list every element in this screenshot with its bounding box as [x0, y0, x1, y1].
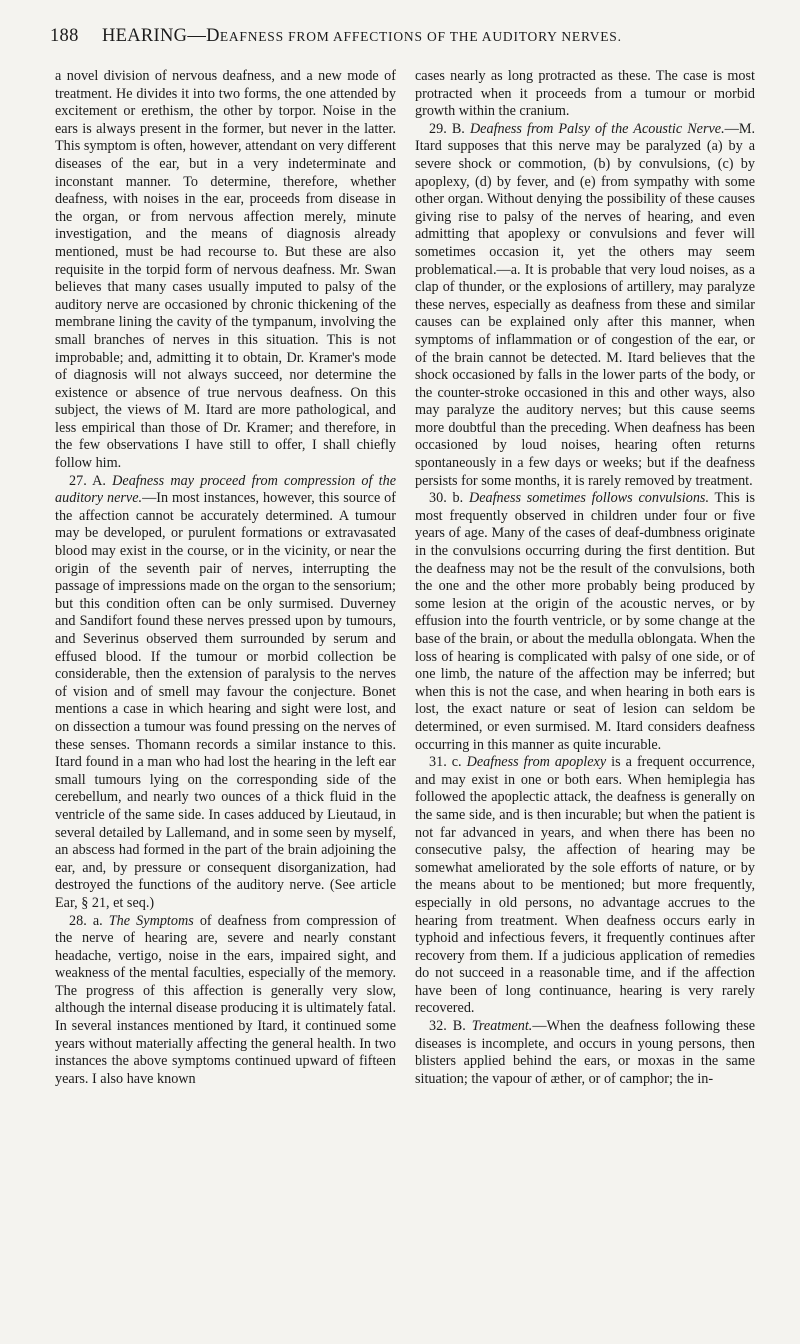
section-body: —When the deafness following these diseases is incomplete, and occurs in young persons, then blisters applied behind the ears, or moxas in the same situation; the vapour of æther, or of camphor; the in-: [415, 1018, 755, 1087]
section-number: 32. B.: [429, 1018, 466, 1035]
section-number: 29. B.: [429, 120, 465, 137]
right-column: [415, 68, 755, 1088]
section-heading: Deafness sometimes follows convulsions.: [468, 490, 709, 507]
section-number: 30. b.: [429, 490, 464, 507]
section-number: 31. c.: [429, 754, 462, 771]
section-31: [415, 754, 755, 1018]
left-column: [55, 68, 396, 1088]
section-body: is a frequent occurrence, and may exist in one or both ears. When hemiplegia has followed the apoplectic attack, the deafness is generally on the same side, and is then incurable; but when the patient is not far advanced in years, and when there has been no consecutive palsy, the affection of hearing may be somewhat ameliorated by the sole efforts of nature, or by the means about to be mentioned; but more frequently, especially in old persons, no advantage accrues to the hearing from treatment. When deafness occurs early in typhoid and infectious fevers, it frequently continues after recovery from them. If a judicious application of remedies do not succeed in a reasonable time, and if the affection have been of long continuance, hearing is very rarely recovered.: [415, 754, 755, 1017]
section-body: of deafness from compression of the nerve of hearing are, severe and nearly constant headache, vertigo, noise in the ears, impaired sight, and weakness of the mental faculties, especially of the memory. The progress of this affection is generally very slow, although the internal disease producing it is ultimately fatal. In several instances mentioned by Itard, it continued some years without materially affecting the general health. In two instances the above symptoms continued upward of fifteen years. I also have known: [55, 912, 397, 1087]
header-title-main: HEARING—D: [102, 26, 220, 46]
section-body: This is most frequently observed in children under four or five years of age. Many of the cases of deaf-dumbness originate in the convulsions occurring during the first dentition. But the deafness may not be the result of the convulsions, both the one and the other more probably being produced by some lesion at the origin of the acoustic nerves, or by effusion into the fourth ventricle, or by some change at the base of the brain, or about the medulla oblongata. When the loss of hearing is complicated with palsy of one side, or of one limb, the nature of the affection may be inferred; but when this is not the case, and when hearing in both ears is lost, the exact nature or seat of lesion can seldom be determined, or even surmised. M. Itard considers deafness occurring in this manner as quite incurable.: [415, 490, 756, 753]
section-heading: Deafness from Palsy of the Acoustic Nerve.: [469, 120, 725, 137]
paragraph-continued: a novel division of nervous deafness, and a new mode of treatment. He divides it into two forms, the one attended by excitement or erethism, the other by torpor. Noise in the ears is always present in the former, but never in the latter. This symptom is often, however, attendant on very different diseases of the ear, but in a very indeterminate and inconstant manner. To determine, therefore, whether deafness, with noises in the ear, proceeds from disease in the organ, or from nervous affection merely, minute investigation, and the means of diagnosis already mentioned, must be had recourse to. But these are also requisite in the torpid form of nervous deafness. Mr. Swan believes that many cases usually imputed to palsy of the auditory nerve are occasioned by chronic thickening of the membrane lining the cavity of the tympanum, involving the small branches of nerves in this situation. This is not improbable; and, admitting it to obtain, Dr. Kramer's mode of diagnosis will not always succeed, nor determine the existence or absence of true nervous deafness. On this subject, the views of M. Itard are more pathological, and less empirical than those of Dr. Kramer; and therefore, in the few observations I have still to offer, I shall chiefly follow him.: [55, 68, 396, 472]
section-number: 28. a.: [69, 912, 103, 929]
section-heading: The Symptoms: [108, 912, 194, 929]
section-heading: Deafness from apoplexy: [466, 754, 607, 771]
paragraph-continued: cases nearly as long protracted as these. The case is most protracted when it proceeds from a tumour or morbid growth within the cranium.: [415, 68, 755, 120]
section-heading: Deafness may proceed from compression of the auditory nerve.: [55, 472, 397, 507]
section-number: 27. A.: [69, 472, 106, 489]
section-body: —In most instances, however, this source of the affection cannot be accurately determined. A tumour may be developed, or purulent formations or extravasated blood may exist in the course, or in the vicinity, or near the origin of the seventh pair of nerves, interrupting the passage of impressions made on the organ to the sensorium; but this condition often can be only surmised. Duverney and Sandifort found these nerves pressed upon by tumours, and Severinus observed them surrounded by serum and effused blood. If the tumour or morbid collection be considerable, then the extension of paralysis to the nerves of vision and of smell may favour the conjecture. Bonet mentions a case in which hearing and sight were lost, and on dissection a tumour was found pressing on the nerves of these senses. Thomann records a similar instance to this. Itard found in a man who had lost the hearing in the left ear small tumours lying on the corresponding side of the cerebellum, and nearly two ounces of a thick fluid in the ventricle of the same side. In cases adduced by Lieutaud, in several detailed by Lallemand, and in some seen by myself, an abscess had formed in the part of the brain adjoining the ear, and, by pressure or consequent disorganization, had destroyed the functions of the auditory nerve. (See article Ear, § 21, et seq.): [55, 490, 396, 911]
section-32: [415, 1018, 755, 1088]
section-27: [55, 473, 396, 913]
section-heading: Treatment.: [471, 1018, 533, 1035]
section-28: [55, 913, 396, 1089]
header-title-rest: EAFNESS FROM AFFECTIONS OF THE AUDITORY NERVES.: [219, 29, 622, 44]
page-number: 188: [50, 26, 79, 46]
section-body: —M. Itard supposes that this nerve may be paralyzed (a) by a severe shock or commotion, (b) by convulsions, (c) by apoplexy, (d) by fever, and (e) from sympathy with some other organ. Without denying the possibility of these causes giving rise to palsy of the nerves of hearing, and even admitting that apoplexy or convulsions and fever will sometimes occasion it, yet the others may seem problematical.—a. It is probable that very loud noises, as a clap of thunder, or the explosions of artillery, may paralyze these nerves, especially as deafness from these and similar causes can be explained only after this manner, when symptoms of inflammation or of congestion of the ear, or of the brain cannot be detected. M. Itard believes that the shock occasioned by falls in the lower parts of the body, or the counter-stroke occasioned in this and other ways, also may paralyze the auditory nerves; but this cause seems more doubtful than the preceding. When deafness has been occasioned by loud noises, hearing often returns spontaneously in a few days or weeks; but if the deafness persists for some months, it is rarely removed by treatment.: [415, 120, 756, 489]
section-29: [415, 121, 755, 490]
running-header: [50, 26, 740, 47]
section-30: [415, 490, 755, 754]
